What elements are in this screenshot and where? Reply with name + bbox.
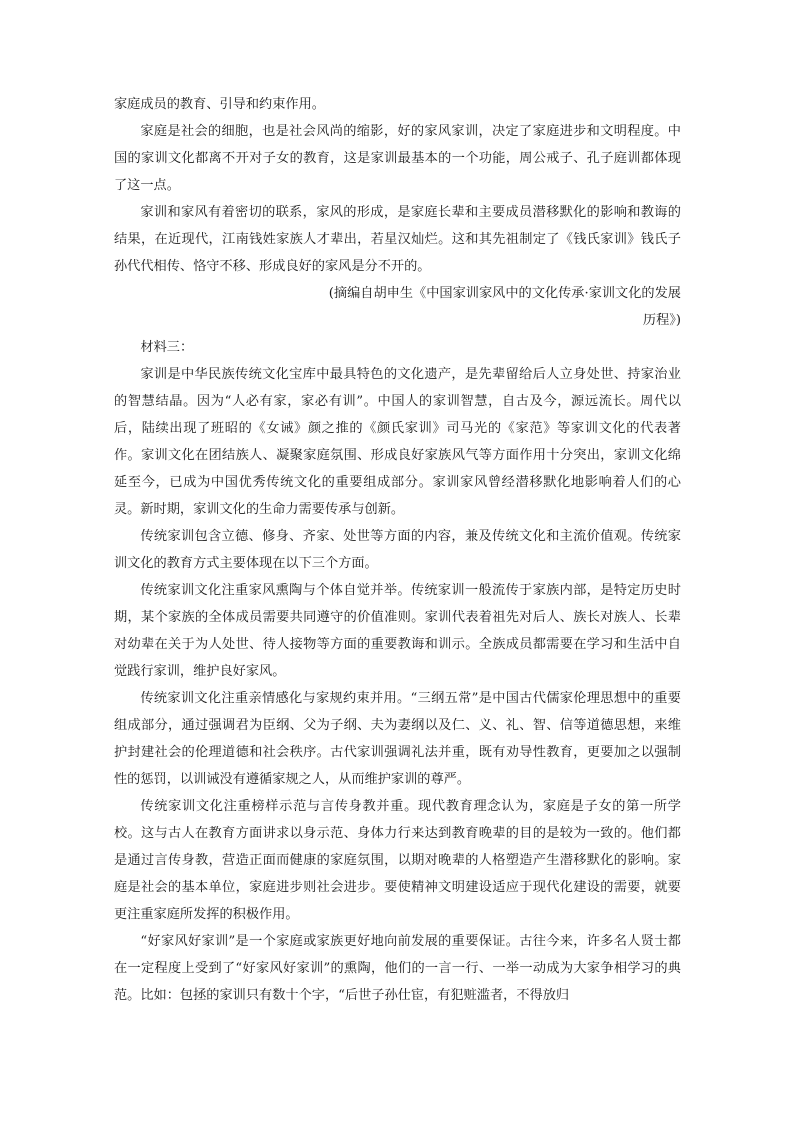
paragraph-example: 传统家训文化注重榜样示范与言传身教并重。现代教育理念认为，家庭是子女的第一所学校。这与古人在教育方面讲求以身示范、身体力行来达到教育晚辈的目的是较为一致的。他们都是通过言传身教，营造正面而健康的家庭氛围，以期对晚辈的人格塑造产生潜移默化的影响。家庭是社会的基本单位，家庭进步则社会进步。要使精神文明建设适应于现代化建设的需要，就要更注重家庭所发挥的积极作用。 xyxy=(114,799,681,922)
material-three-heading: 材料三： xyxy=(140,340,194,355)
paragraph-influence: 传统家训文化注重家风熏陶与个体自觉并举。传统家训一般流传于家族内部，是特定历史时期，某个家族的全体成员需要共同遵守的价值准则。家训代表着祖先对后人、族长对族人、长辈对幼辈在关于为人处世、待人接物等方面的重要教诲和训示。全族成员都需要在学习和生活中自觉践行家训，维护良好家风。 xyxy=(114,583,681,679)
paragraph-heritage: 家训是中华民族传统文化宝库中最具特色的文化遗产，是先辈留给后人立身处世、持家治业的智慧结晶。因为“人必有家，家必有训”。中国人的家训智慧，自古及今，源远流长。周代以后，陆续出现了班昭的《女诫》颜之推的《颜氏家训》司马光的《家范》等家训文化的代表著作。家训文化在团结族人、凝聚家庭氛围、形成良好家族风气等方面作用十分突出，家训文化绵延至今，已成为中国优秀传统文化的重要组成部分。家训家风曾经潜移默化地影响着人们的心灵。新时期，家训文化的生命力需要传承与创新。 xyxy=(114,367,681,517)
paragraph-continuation: 家庭成员的教育、引导和约束作用。 xyxy=(114,97,325,112)
paragraph-content: 传统家训包含立德、修身、齐家、处世等方面的内容，兼及传统文化和主流价值观。传统家训文化的教育方式主要体现在以下三个方面。 xyxy=(114,529,681,571)
paragraph-family-style: 家训和家风有着密切的联系，家风的形成，是家庭长辈和主要成员潜移默化的影响和教诲的结果，在近现代，江南钱姓家族人才辈出，若星汉灿烂。这和其先祖制定了《钱氏家训》钱氏子孙代代相传、恪守不移、形成良好的家风是分不开的。 xyxy=(114,205,681,274)
paragraph-good-family: “好家风好家训”是一个家庭或家族更好地向前发展的重要保证。古往今来，许多名人贤士都在一定程度上受到了“好家风好家训”的熏陶，他们的一言一行、一举一动成为大家争相学习的典范。比如：包拯的家训只有数十个字，“后世子孙仕宦，有犯赃滥者，不得放归 xyxy=(114,934,681,1003)
paragraph-ethics: 传统家训文化注重亲情感化与家规约束并用。“三纲五常”是中国古代儒家伦理思想中的重要组成部分，通过强调君为臣纲、父为子纲、夫为妻纲以及仁、义、礼、智、信等道德思想，来维护封建社会的伦理道德和社会秩序。古代家训强调礼法并重，既有劝导性教育，更要加之以强制性的惩罚，以训诫没有遵循家规之人，从而维护家训的尊严。 xyxy=(114,691,681,787)
document-page xyxy=(114,91,681,1009)
paragraph-family-role: 家庭是社会的细胞，也是社会风尚的缩影，好的家风家训，决定了家庭进步和文明程度。中国的家训文化都离不开对子女的教育，这是家训最基本的一个功能，周公戒子、孔子庭训都体现了这一点。 xyxy=(114,124,681,193)
source-citation: (摘编自胡申生《中国家训家风中的文化传承·家训文化的发展历程》) xyxy=(328,286,681,328)
